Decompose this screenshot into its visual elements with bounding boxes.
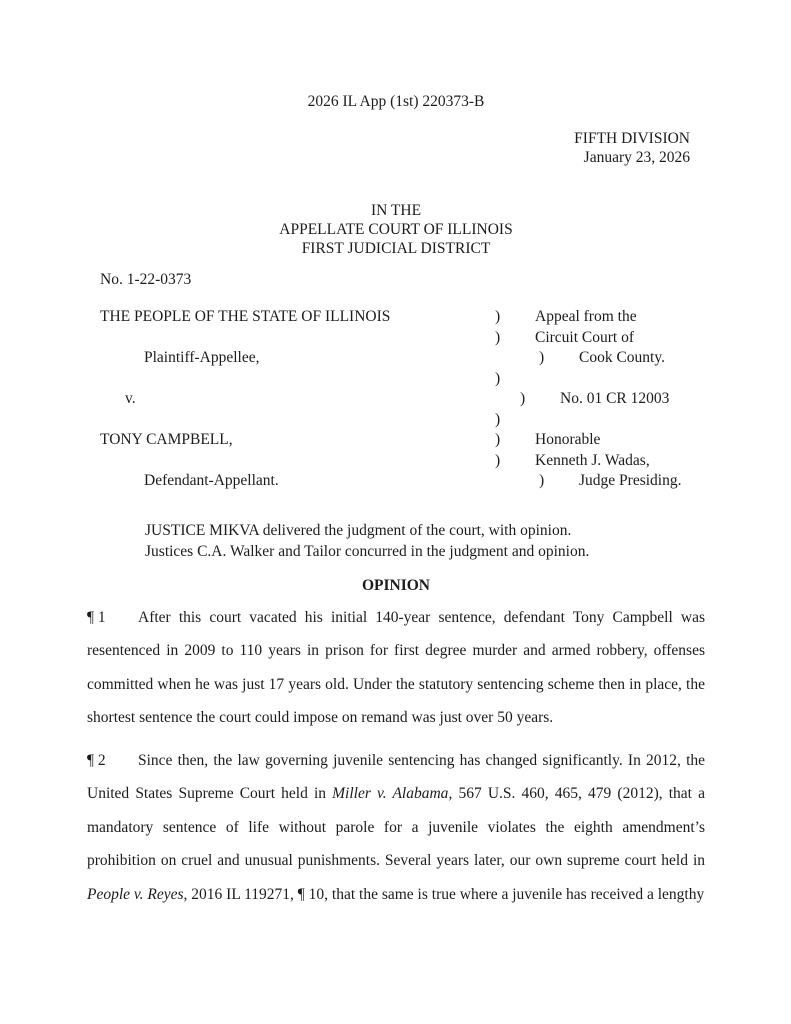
judge-presiding-label: Judge Presiding.: [579, 472, 682, 489]
opinion-paragraph-2: [87, 744, 705, 912]
authoring-justice-line: JUSTICE MIKVA delivered the judgment of the court, with opinion.: [145, 521, 572, 539]
concurring-justices-line: Justices C.A. Walker and Tailor concurred in the judgment and opinion.: [145, 542, 590, 560]
court-heading-line: FIRST JUDICIAL DISTRICT: [301, 240, 491, 257]
caption-left-blank: [100, 328, 495, 349]
party-defendant-role: Defendant-Appellant.: [144, 472, 279, 489]
caption-row: [100, 348, 705, 369]
caption-paren: ): [495, 328, 501, 346]
case-caption: [87, 307, 705, 492]
party-defendant-name: TONY CAMPBELL,: [100, 431, 233, 448]
court-heading: [87, 201, 705, 258]
caption-left-blank: [100, 369, 495, 390]
case-citation-italic: People v. Reyes: [87, 885, 184, 903]
appeal-origin-line: Appeal from the: [535, 308, 637, 325]
caption-row: [100, 307, 705, 328]
court-heading-line: IN THE: [370, 202, 422, 219]
paragraph-number: ¶ 1: [87, 608, 106, 626]
caption-row: [100, 471, 705, 492]
circuit-case-number: No. 01 CR 12003: [560, 390, 670, 407]
case-citation-italic: Miller v. Alabama: [332, 785, 449, 802]
caption-paren: ): [495, 410, 501, 428]
court-heading-line: APPELLATE COURT OF ILLINOIS: [279, 221, 513, 238]
caption-paren: ): [539, 472, 545, 489]
party-plaintiff-name: THE PEOPLE OF THE STATE OF ILLINOIS: [100, 308, 391, 325]
versus-label: v.: [125, 390, 136, 407]
appeal-origin-line: Cook County.: [579, 349, 665, 366]
caption-left-blank: [100, 410, 495, 431]
filing-date: January 23, 2026: [583, 149, 690, 166]
caption-row: [100, 328, 705, 349]
caption-row: [100, 430, 705, 451]
opinion-paragraph-1: [87, 601, 705, 735]
caption-row: [100, 389, 705, 410]
caption-right-blank: [535, 369, 705, 390]
public-domain-citation: 2026 IL App (1st) 220373-B: [307, 93, 485, 110]
division-label: FIFTH DIVISION: [574, 130, 690, 147]
judgment-attribution: [87, 520, 705, 562]
party-plaintiff-role: Plaintiff-Appellee,: [144, 349, 260, 366]
caption-paren: ): [495, 431, 501, 448]
paragraph-number: ¶ 2: [87, 751, 106, 769]
caption-paren: ): [495, 451, 501, 469]
division-block: [87, 129, 705, 167]
caption-left-blank: [100, 451, 495, 472]
caption-paren: ): [495, 308, 501, 325]
appellate-case-number: No. 1-22-0373: [100, 271, 192, 288]
paragraph-text: , 567 U.S. 460, 465, 479 (2012), that a mandatory sentence of life without parole for a juvenile violates the eighth amendment’s prohibition on cruel and unusual punishments. Several years later, our own supreme court held in: [87, 785, 705, 869]
appeal-origin-line: Circuit Court of: [535, 328, 635, 346]
judge-name: Kenneth J. Wadas,: [535, 451, 650, 469]
caption-row: [100, 369, 705, 390]
paragraph-text: After this court vacated his initial 140-year sentence, defendant Tony Campbell was resentenced in 2009 to 110 years in prison for first degree murder and armed robbery, offenses committed when he was just 17 years old. Under the statutory sentencing scheme then in place, the shortest sentence the court could impose on remand was just over 50 years.: [87, 608, 705, 726]
caption-paren: ): [520, 390, 526, 407]
caption-row: [100, 451, 705, 472]
judge-honorific: Honorable: [535, 431, 601, 448]
caption-paren: ): [495, 369, 501, 387]
opinion-heading: OPINION: [361, 576, 431, 594]
caption-right-blank: [535, 410, 705, 431]
caption-paren: ): [539, 349, 545, 366]
caption-row: [100, 410, 705, 431]
paragraph-text: Since then, the law governing juvenile sentencing has changed significantly. In 2012, the United States Supreme Court held in: [87, 751, 705, 802]
paragraph-text: , 2016 IL 119271, ¶ 10, that the same is true where a juvenile has received a lengthy: [183, 885, 705, 903]
